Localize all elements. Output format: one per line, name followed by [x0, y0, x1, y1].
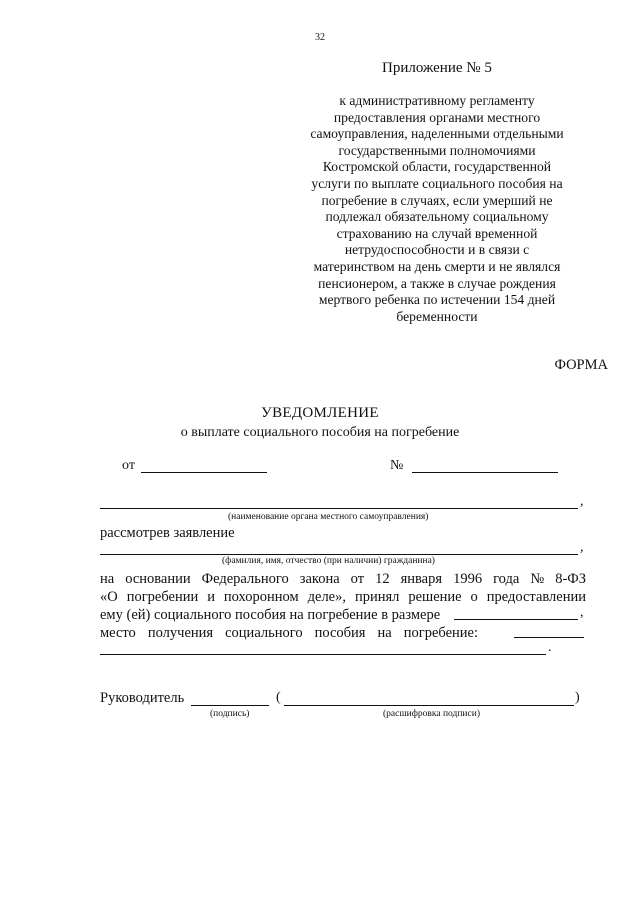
- appendix-line: Костромской области, государственной: [322, 159, 552, 175]
- word: о: [470, 589, 478, 605]
- body-text: ему (ей) социального пособия на погребение в размере: [100, 607, 441, 623]
- organ-name-field[interactable]: [100, 508, 578, 509]
- appendix-line: пенсионером, а также в случае рождения: [318, 275, 556, 291]
- appendix-line: подлежал обязательному социальному: [325, 209, 549, 225]
- number-label: №: [390, 458, 404, 473]
- word: принял: [354, 589, 400, 605]
- word: похоронном: [223, 589, 299, 605]
- word: предоставлении: [486, 589, 586, 605]
- appendix-line: страхованию на случай временной: [336, 225, 538, 241]
- word: основании: [125, 571, 191, 587]
- citizen-name-field[interactable]: [100, 554, 578, 555]
- word: место: [100, 625, 136, 641]
- appendix-line: услуги по выплате социального пособия на: [311, 175, 563, 191]
- comma: ,: [580, 605, 584, 620]
- body-line-1: [100, 570, 586, 588]
- comma: ,: [580, 540, 584, 555]
- appendix-title: Приложение № 5: [382, 60, 492, 76]
- notice-title: УВЕДОМЛЕНИЕ: [261, 405, 379, 421]
- word: пособия: [314, 625, 366, 641]
- word: 12: [375, 571, 390, 587]
- open-paren: (: [276, 690, 281, 705]
- appendix-line: самоуправления, наделенными отдельными: [310, 126, 564, 142]
- decoding-caption: (расшифровка подписи): [383, 709, 480, 719]
- appendix-line: государственными полномочиями: [338, 142, 536, 158]
- word: социального: [225, 625, 303, 641]
- word: Федерального: [201, 571, 289, 587]
- comma: ,: [580, 494, 584, 509]
- body-line-4: [100, 624, 478, 642]
- amount-field[interactable]: [454, 619, 578, 620]
- form-label: ФОРМА: [554, 357, 608, 373]
- word: получения: [147, 625, 214, 641]
- signature-decoding-field[interactable]: [284, 705, 574, 706]
- place-field-continued[interactable]: [100, 654, 546, 655]
- head-label: Руководитель: [100, 690, 185, 706]
- appendix-line: предоставления органами местного: [333, 109, 541, 125]
- word: №: [530, 571, 545, 587]
- notice-body: [100, 570, 586, 642]
- word: деле»,: [307, 589, 346, 605]
- organ-caption: (наименование органа местного самоуправления): [228, 512, 429, 522]
- word: и: [207, 589, 215, 605]
- citizen-caption: (фамилия, имя, отчество (при наличии) гражданина): [222, 556, 435, 566]
- appendix-line: нетрудоспособности и в связи с: [344, 242, 530, 258]
- word: погребении: [126, 589, 199, 605]
- date-field[interactable]: [141, 472, 267, 473]
- body-line-3: [100, 606, 586, 624]
- word: года: [493, 571, 520, 587]
- word: закона: [299, 571, 340, 587]
- word: решение: [408, 589, 462, 605]
- word: 8-ФЗ: [555, 571, 586, 587]
- word: 1996: [453, 571, 483, 587]
- appendix-description: [278, 93, 596, 325]
- page-number: 32: [315, 32, 325, 43]
- place-field[interactable]: [514, 637, 584, 638]
- word: января: [400, 571, 443, 587]
- signature-field[interactable]: [191, 705, 269, 706]
- word: на: [100, 571, 115, 587]
- word: от: [350, 571, 365, 587]
- reviewed-label: рассмотрев заявление: [100, 525, 235, 541]
- word: на: [377, 625, 392, 641]
- word: погребение:: [403, 625, 478, 641]
- appendix-line: погребение в случаях, если умерший не: [321, 192, 553, 208]
- body-line-2: [100, 588, 586, 606]
- appendix-line: материнством на день смерти и не являлся: [313, 258, 561, 274]
- word: «О: [100, 589, 118, 605]
- appendix-line: к административному регламенту: [339, 93, 535, 108]
- number-field[interactable]: [412, 472, 558, 473]
- signature-caption: (подпись): [210, 709, 250, 719]
- appendix-line: беременности: [396, 308, 478, 324]
- close-paren: ): [575, 690, 580, 705]
- period: .: [548, 640, 552, 655]
- notice-subtitle: о выплате социального пособия на погребение: [180, 425, 460, 440]
- appendix-line: мертвого ребенка по истечении 154 дней: [318, 292, 556, 308]
- from-label: от: [122, 458, 135, 473]
